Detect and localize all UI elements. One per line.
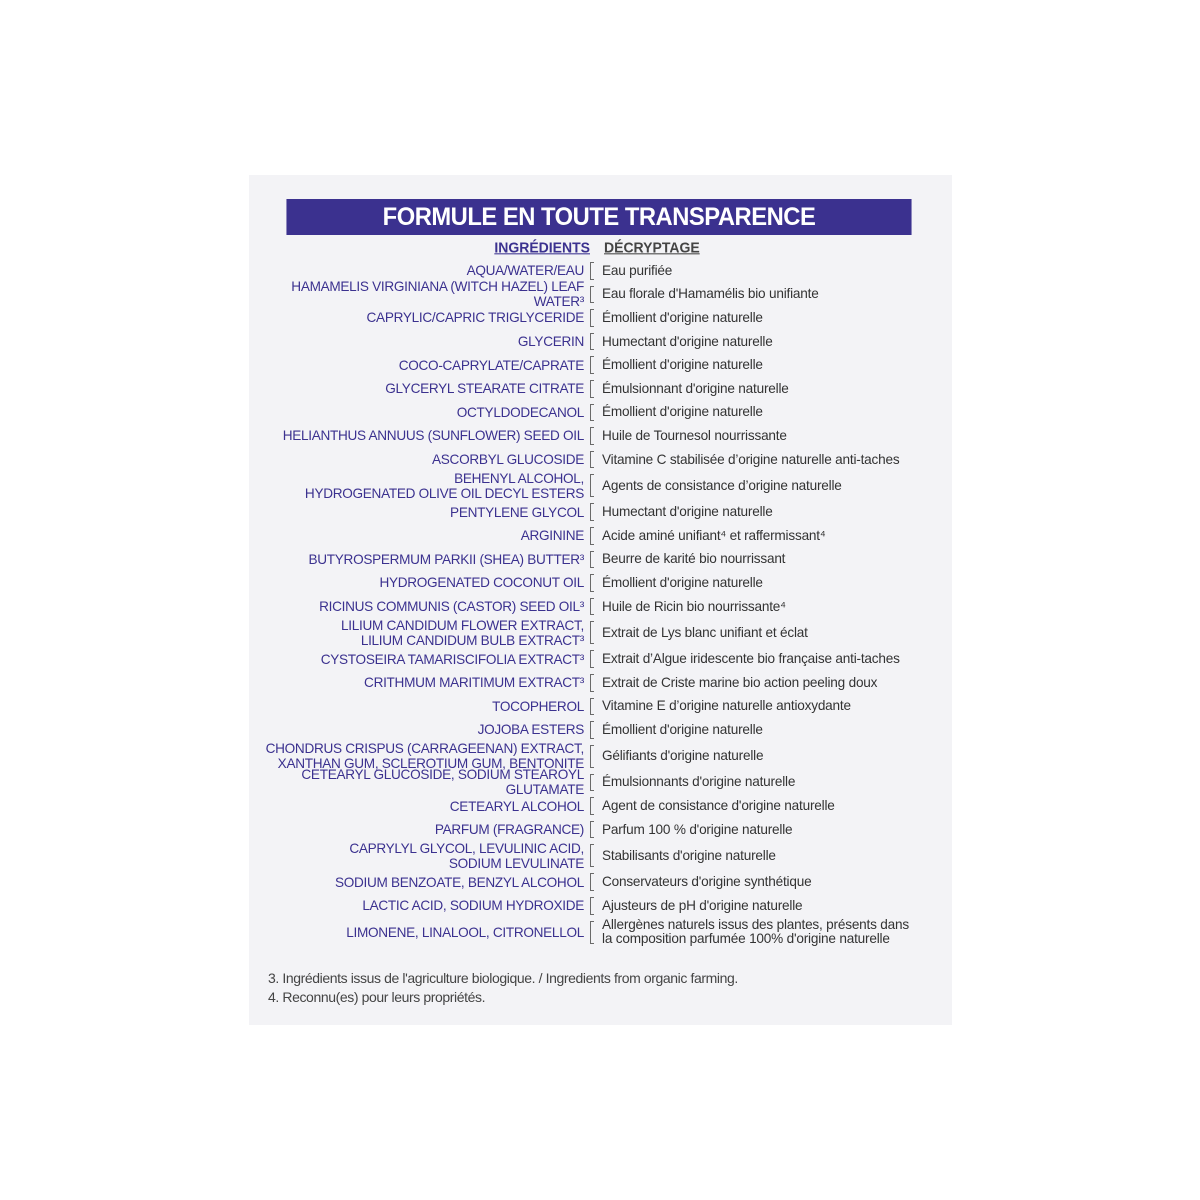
ingredient-name: CAPRYLIC/CAPRIC TRIGLYCERIDE (366, 310, 584, 326)
ingredient-name: RICINUS COMMUNIS (CASTOR) SEED OIL³ (319, 599, 584, 615)
ingredient-name: JOJOBA ESTERS (477, 722, 584, 738)
ingredient-description: Conservateurs d'origine synthétique (602, 874, 812, 890)
ingredient-name: AQUA/WATER/EAU (466, 263, 584, 279)
ingredient-description: Extrait de Criste marine bio action peeling doux (602, 674, 878, 690)
table-row (249, 647, 952, 671)
footnotes (268, 969, 738, 1007)
table-row (249, 742, 952, 771)
ingredient-description: Agents de consistance d’origine naturelle (602, 477, 842, 493)
footnote-organic: 3. Ingrédients issus de l'agriculture biologique. / Ingredients from organic farming. (268, 970, 738, 986)
footnote-recognized: 4. Reconnu(es) pour leurs propriétés. (268, 989, 486, 1005)
ingredient-name: TOCOPHEROL (492, 698, 584, 714)
ingredient-name: ARGININE (520, 528, 584, 544)
ingredient-description: Émollient d'origine naturelle (602, 309, 763, 325)
ingredient-description: Ajusteurs de pH d'origine naturelle (602, 897, 803, 913)
ingredient-description: Gélifiants d'origine naturelle (602, 748, 764, 764)
ingredients-list (249, 259, 952, 947)
ingredient-description: Beurre de karité bio nourrissant (602, 551, 786, 567)
table-row (249, 841, 952, 870)
ingredient-name: SODIUM BENZOATE, BENZYL ALCOHOL (334, 874, 584, 890)
ingredient-name: HYDROGENATED COCONUT OIL (379, 575, 584, 591)
ingredient-description: Émollient d'origine naturelle (602, 404, 763, 420)
table-row (249, 448, 952, 472)
ingredient-name: LILIUM CANDIDUM FLOWER EXTRACT, LILIUM CANDIDUM BULB EXTRACT³ (341, 617, 584, 648)
ingredient-name: BUTYROSPERMUM PARKII (SHEA) BUTTER³ (308, 551, 584, 567)
ingredient-name: PARFUM (FRAGRANCE) (434, 822, 584, 838)
ingredient-description: Humectant d'origine naturelle (602, 333, 773, 349)
ingredient-description: Humectant d'origine naturelle (602, 504, 773, 520)
ingredient-description: Émollient d'origine naturelle (602, 721, 763, 737)
table-row (249, 818, 952, 842)
ingredient-name: CETEARYL ALCOHOL (449, 798, 584, 814)
ingredient-name: CAPRYLYL GLYCOL, LEVULINIC ACID, SODIUM LEVULINATE (349, 840, 584, 871)
ingredient-description: Émollient d'origine naturelle (602, 357, 763, 373)
table-row (249, 500, 952, 524)
ingredient-name: GLYCERIN (517, 334, 584, 350)
table-row (249, 718, 952, 742)
page-title: FORMULE EN TOUTE TRANSPARENCE (382, 202, 816, 231)
table-row (249, 471, 952, 500)
table-row (249, 353, 952, 377)
ingredient-name: GLYCERYL STEARATE CITRATE (385, 381, 584, 397)
ingredient-description: Vitamine C stabilisée d’origine naturelle anti-taches (602, 451, 900, 467)
table-row (249, 279, 952, 310)
ingredient-description: Émulsionnant d'origine naturelle (602, 380, 789, 396)
table-row (249, 424, 952, 448)
ingredient-description: Agent de consistance d'origine naturelle (602, 798, 835, 814)
table-row (249, 918, 952, 947)
ingredients-card (249, 175, 952, 1025)
ingredient-description: Acide aminé unifiant⁴ et raffermissant⁴ (602, 527, 826, 543)
title-banner (286, 199, 911, 235)
ingredient-name: CRITHMUM MARITIMUM EXTRACT³ (364, 675, 584, 691)
table-row (249, 870, 952, 894)
ingredient-description: Huile de Ricin bio nourrissante⁴ (602, 598, 786, 614)
table-row (249, 618, 952, 647)
table-row (249, 306, 952, 330)
ingredient-description: Eau purifiée (602, 262, 673, 278)
table-row (249, 695, 952, 719)
ingredient-name: CYSTOSEIRA TAMARISCIFOLIA EXTRACT³ (320, 651, 584, 667)
ingredient-description: Vitamine E d’origine naturelle antioxydante (602, 698, 851, 714)
table-row (249, 377, 952, 401)
table-row (249, 794, 952, 818)
ingredient-name: COCO-CAPRYLATE/CAPRATE (398, 357, 584, 373)
ingredient-description: Émollient d'origine naturelle (602, 574, 763, 590)
ingredient-description: Extrait de Lys blanc unifiant et éclat (602, 624, 808, 640)
ingredient-name: HELIANTHUS ANNUUS (SUNFLOWER) SEED OIL (282, 428, 584, 444)
ingredient-description: Parfum 100 % d'origine naturelle (602, 821, 793, 837)
table-row (249, 571, 952, 595)
ingredient-name: CHONDRUS CRISPUS (CARRAGEENAN) EXTRACT, XANTHAN GUM, SCLEROTIUM GUM, BENTONITE (265, 741, 584, 772)
ingredient-description: Émulsionnants d'origine naturelle (602, 774, 796, 790)
ingredient-description: Allergènes naturels issus des plantes, présents dans la composition parfumée 100% d'origine naturelle (602, 917, 909, 947)
table-row (249, 524, 952, 548)
ingredient-name: ASCORBYL GLUCOSIDE (432, 452, 584, 468)
table-row (249, 894, 952, 918)
ingredient-description: Stabilisants d'origine naturelle (602, 847, 776, 863)
table-row (249, 330, 952, 354)
ingredient-name: PENTYLENE GLYCOL (450, 504, 584, 520)
table-row (249, 548, 952, 572)
ingredient-description: Eau florale d'Hamamélis bio unifiante (602, 286, 819, 302)
decryptage-column-header: DÉCRYPTAGE (604, 238, 700, 256)
ingredient-name: HAMAMELIS VIRGINIANA (WITCH HAZEL) LEAF WATER³ (291, 279, 584, 310)
table-row (249, 595, 952, 619)
table-row (249, 401, 952, 425)
table-row (249, 767, 952, 798)
table-row (249, 671, 952, 695)
ingredients-column-header: INGRÉDIENTS (494, 238, 590, 256)
ingredient-description: Huile de Tournesol nourrissante (602, 427, 787, 443)
ingredient-name: OCTYLDODECANOL (456, 404, 584, 420)
ingredient-name: LACTIC ACID, SODIUM HYDROXIDE (362, 898, 584, 914)
ingredient-name: LIMONENE, LINALOOL, CITRONELLOL (346, 924, 584, 940)
ingredient-description: Extrait d’Algue iridescente bio française anti-taches (602, 651, 900, 667)
ingredient-name: CETEARYL GLUCOSIDE, SODIUM STEAROYL GLUTAMATE (301, 767, 584, 798)
ingredient-name: BEHENYL ALCOHOL, HYDROGENATED OLIVE OIL DECYL ESTERS (304, 470, 584, 501)
